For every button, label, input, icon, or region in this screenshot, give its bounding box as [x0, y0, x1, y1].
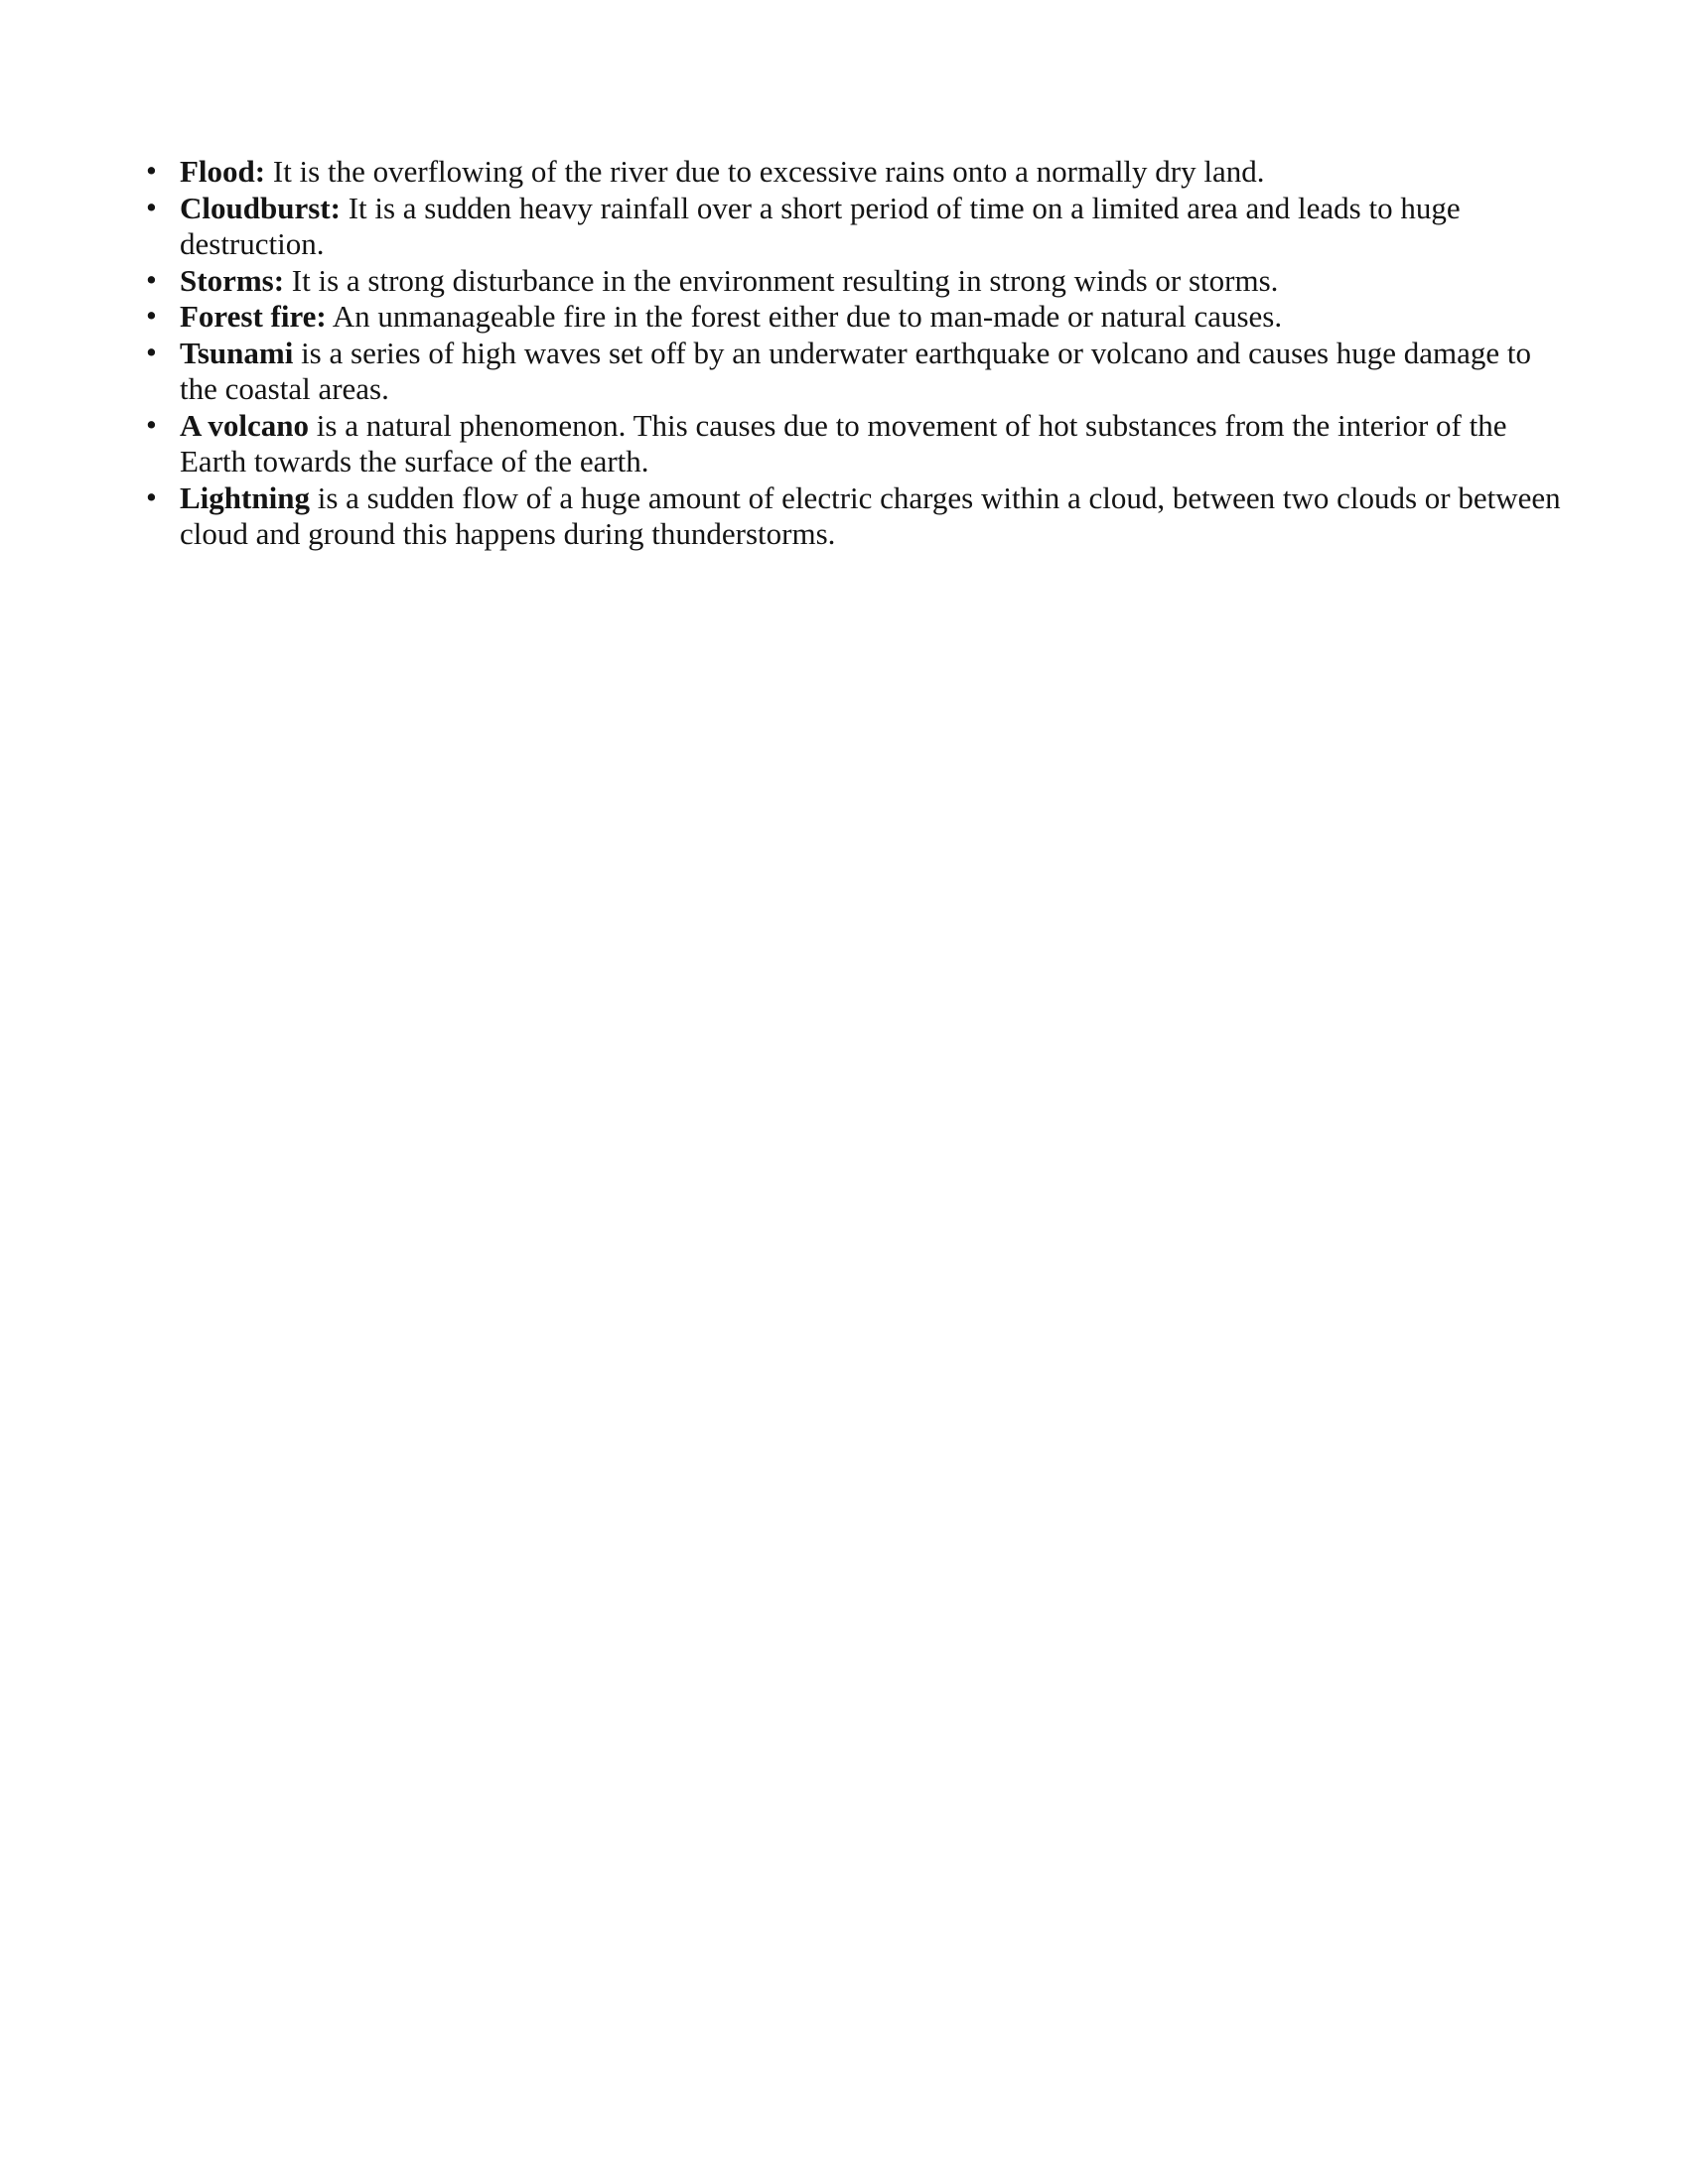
bullet-icon: •	[146, 261, 157, 297]
term-bold: Lightning	[180, 479, 310, 515]
definition-text: An unmanageable fire in the forest either due to man-made or natural causes.	[326, 299, 1283, 334]
definition-text: It is the overflowing of the river due to excessive rains onto a normally dry land.	[265, 154, 1265, 189]
list-item	[146, 261, 1572, 300]
definition-text: is a sudden flow of a huge amount of electric charges within a cloud, between two clouds or between cloud and ground this happens during thunderstorms.	[180, 479, 1561, 551]
bullet-icon: •	[146, 406, 157, 442]
term-bold: Cloudburst:	[180, 190, 341, 225]
term-bold: Storms:	[180, 262, 285, 298]
list-item-text	[180, 263, 1278, 298]
term-bold: Forest fire:	[180, 299, 327, 334]
list-item	[146, 334, 1572, 408]
term-bold: A volcano	[180, 407, 310, 443]
list-item	[146, 153, 1572, 191]
definition-text: is a natural phenomenon. This causes due to movement of hot substances from the interior of the Earth towards the surface of the earth.	[180, 407, 1507, 478]
bullet-icon: •	[146, 478, 157, 514]
list-item-text	[180, 191, 1461, 262]
list-item-text	[180, 154, 1265, 189]
list-item	[146, 478, 1572, 553]
bullet-icon: •	[146, 189, 157, 224]
list-item	[146, 189, 1572, 263]
list-item-text	[180, 480, 1561, 552]
bullet-icon: •	[146, 298, 157, 333]
list-item-text	[180, 299, 1282, 334]
definition-text: It is a strong disturbance in the environment resulting in strong winds or storms.	[284, 262, 1279, 298]
list-item	[146, 298, 1572, 336]
list-item	[146, 406, 1572, 480]
definition-text: is a series of high waves set off by an underwater earthquake or volcano and causes huge damage to the coastal areas.	[180, 335, 1532, 406]
term-bold: Flood:	[180, 154, 266, 189]
list-item-text	[180, 336, 1531, 407]
bullet-icon: •	[146, 334, 157, 369]
bullet-icon: •	[146, 153, 157, 188]
list-item-text	[180, 408, 1506, 479]
definition-text: It is a sudden heavy rainfall over a short period of time on a limited area and leads to huge destruction.	[180, 190, 1461, 261]
term-bold: Tsunami	[180, 335, 294, 370]
bullet-list	[146, 153, 1572, 553]
